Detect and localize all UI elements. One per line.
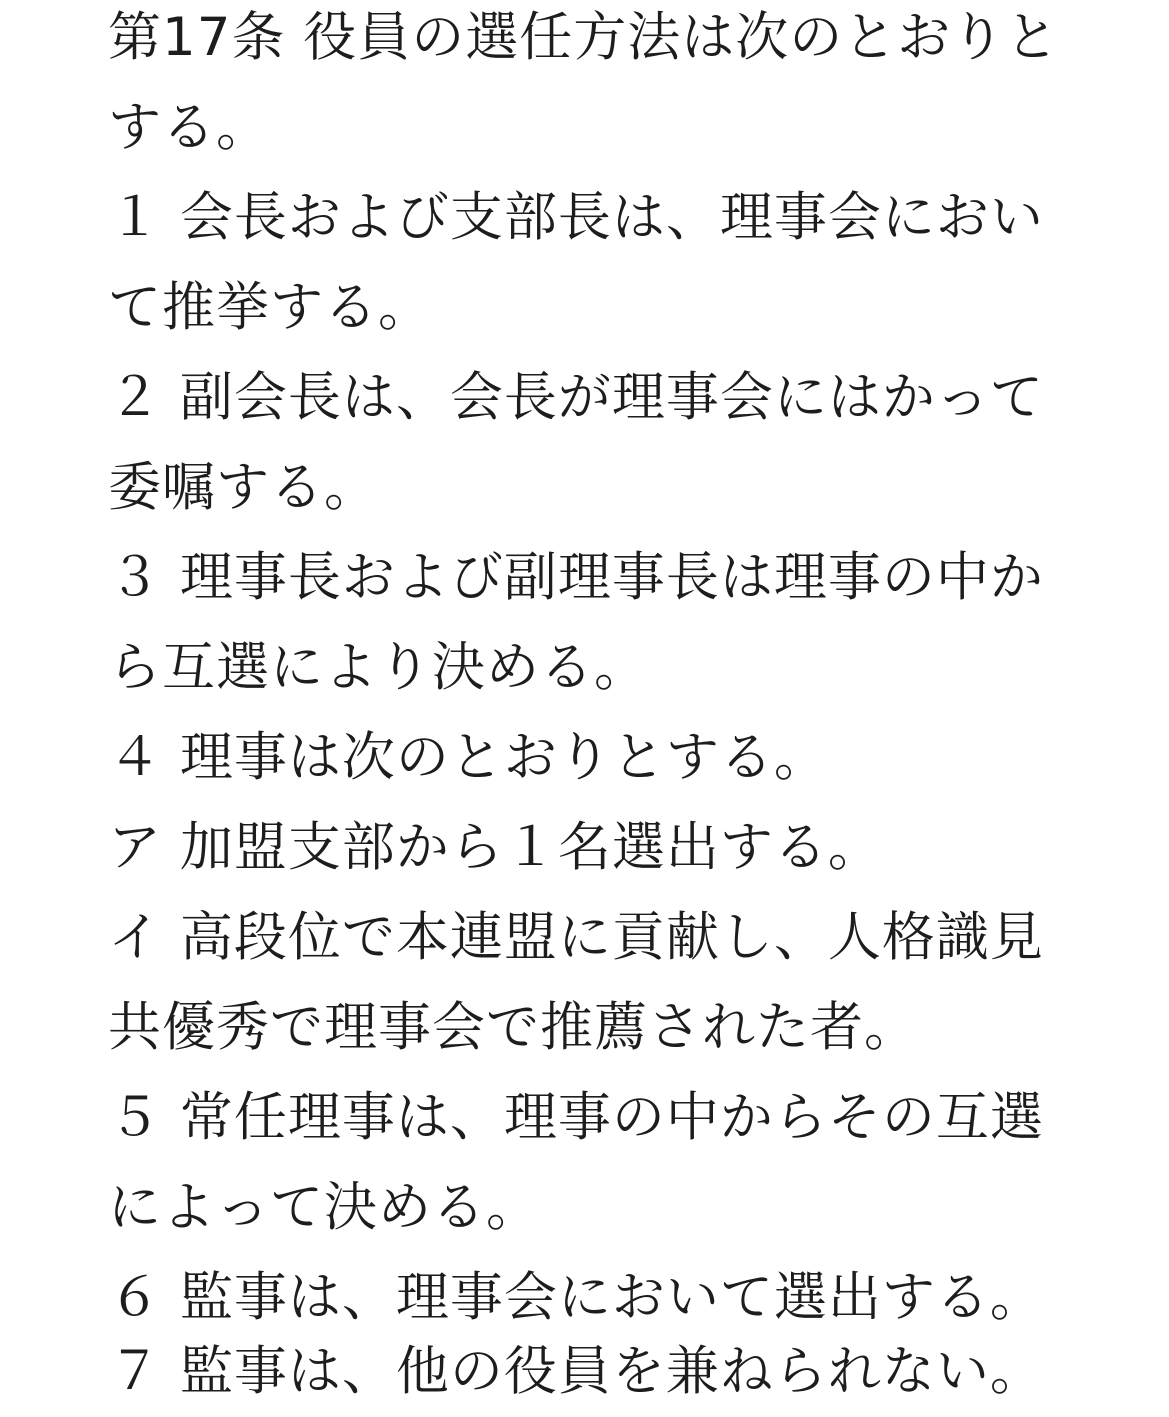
article-17-heading: 第17条 役員の選任方法は次のとおりと xyxy=(108,7,1060,68)
clause-1-cont: て推挙する。 xyxy=(108,277,432,338)
clause-3-cont: ら互選により決める。 xyxy=(108,637,648,698)
clause-4-item-i: イ 高段位で本連盟に貢献し、人格識見 xyxy=(108,907,1044,968)
clause-2-cont: 委嘱する。 xyxy=(108,457,378,518)
clause-6: ６ 監事は、理事会において選出する。 xyxy=(108,1267,1044,1328)
clause-4: ４ 理事は次のとおりとする。 xyxy=(108,727,828,788)
clause-4-item-a: ア 加盟支部から１名選出する。 xyxy=(108,817,882,878)
clause-5: ５ 常任理事は、理事の中からその互選 xyxy=(108,1087,1044,1148)
clause-4-item-i-cont: 共優秀で理事会で推薦された者。 xyxy=(108,997,918,1058)
article-17-heading-cont: する。 xyxy=(108,97,270,158)
clause-2: ２ 副会長は、会長が理事会にはかって xyxy=(108,367,1044,428)
clause-7: ７ 監事は、他の役員を兼ねられない。 xyxy=(108,1341,1044,1402)
clause-5-cont: によって決める。 xyxy=(108,1177,540,1238)
clause-3: ３ 理事長および副理事長は理事の中か xyxy=(108,547,1044,608)
clause-1: １ 会長および支部長は、理事会におい xyxy=(108,187,1044,248)
